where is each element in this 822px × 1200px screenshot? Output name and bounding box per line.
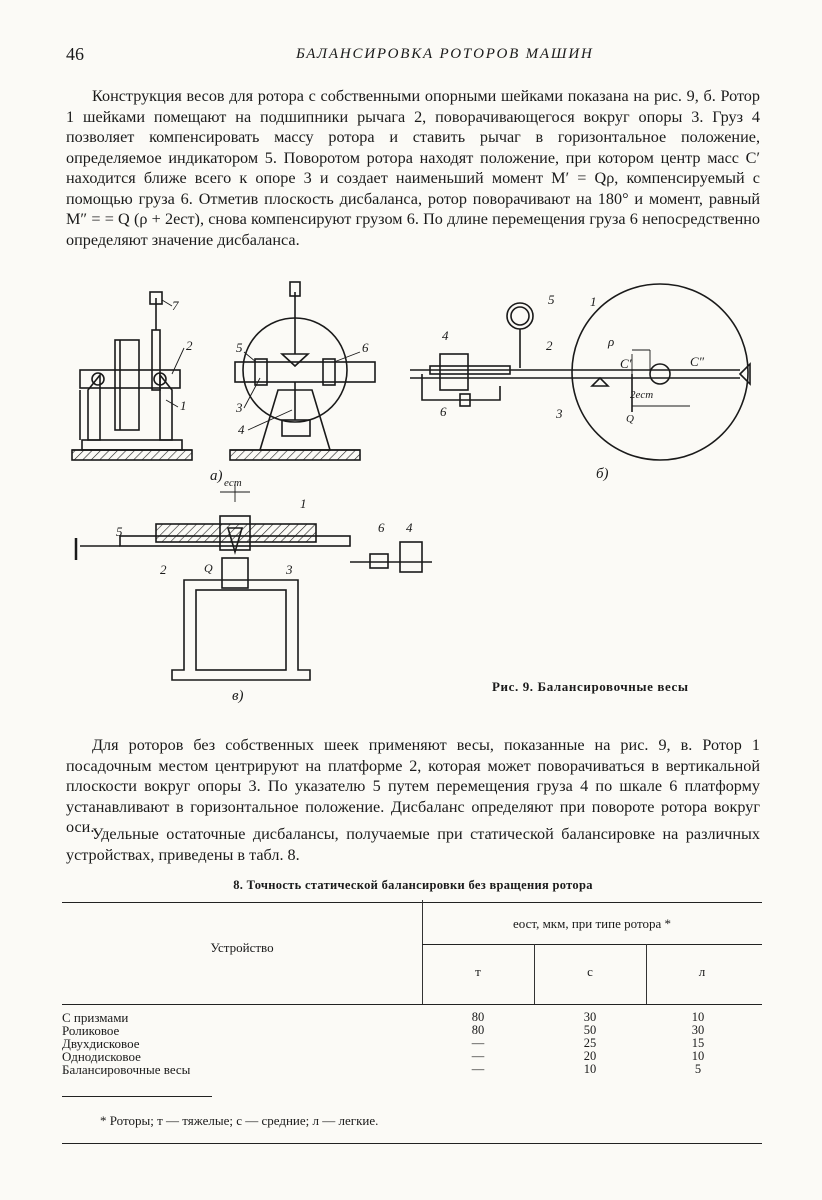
cell-t: — (471, 1062, 485, 1076)
cell-s: 50 (583, 1023, 597, 1037)
header-type-t: т (475, 964, 481, 979)
cell-l: 10 (691, 1010, 705, 1024)
cell-s: 25 (583, 1036, 597, 1050)
table-footnote: * Роторы; т — тяжелые; с — средние; л — легкие. (100, 1113, 379, 1128)
cell-s: 20 (583, 1049, 597, 1063)
subcaption-b: б) (596, 466, 609, 482)
label-c-6: 6 (378, 520, 385, 535)
label-b-c1: C′ (620, 356, 632, 371)
label-b-e: 2eст (630, 389, 654, 401)
cell-l: 10 (691, 1049, 705, 1063)
label-a-5: 5 (236, 340, 243, 355)
diagram-a-left (72, 292, 192, 460)
diagram-c (76, 484, 432, 680)
header-device: Устройство (210, 940, 274, 955)
row-device: Роликовое (62, 1023, 120, 1038)
cell-s: 30 (583, 1010, 597, 1024)
diagram-a-right (230, 282, 375, 460)
row-device: Двухдисковое (62, 1036, 140, 1051)
label-b-2: 2 (546, 338, 553, 353)
figure-9 (60, 270, 760, 704)
cell-s: 10 (583, 1062, 597, 1076)
cell-t: 80 (471, 1010, 485, 1024)
paragraph-scale-design: Конструкция весов для ротора с собственными опорными шейками показана на рис. 9, б. Ротор 1 шейками помещают на подшипники рычага 2, поворачивающегося вокруг опоры 3. Груз 4 позволяет компенсировать массу ротора и ставить рычаг в горизонтальное положение, определяемое индикатором 5. Поворотом ротора находят положение, при котором центр масс C′ находится ближе всего к опоре 3 и создает наименьший момент M′ = Qρ, компенсируемый с помощью груза 6. Отметив плоскость дисбаланса, ротор поворачивают на 180° и момент, равный M″ = = Q (ρ + 2eст), снова компенсируют грузом 6. По длине перемещения груза 6 непосредственно определяют значение дисбаланса. (66, 87, 760, 249)
label-c-3: 3 (286, 562, 293, 577)
label-c-4: 4 (406, 520, 413, 535)
bottom-rule (62, 1143, 762, 1144)
table-top-rule (62, 902, 762, 903)
paragraph-rotor-no-journals: Для роторов без собственных шеек применяют весы, показанные на рис. 9, в. Ротор 1 посадочным местом центрируют на платформе 2, которая может поворачиваться в вертикальной плоскости вокруг опоры 3. По указателю 5 путем перемещения груза 4 по шкале 6 платформу устанавливают в горизонтальное положение. Дисбаланс определяют при повороте ротора вокруг оси. (66, 736, 760, 836)
table-header-rule (62, 1004, 762, 1005)
label-c-5: 5 (116, 524, 123, 539)
label-b-5: 5 (548, 292, 555, 307)
label-a-4: 4 (238, 422, 245, 437)
header-group: eост, мкм, при типе ротора * (513, 916, 671, 931)
table-group-rule (422, 944, 762, 945)
cell-l: 15 (691, 1036, 705, 1050)
label-b-6: 6 (440, 404, 447, 419)
header-type-l: л (698, 964, 706, 979)
figure-caption: Рис. 9. Балансировочные весы (492, 679, 689, 694)
label-b-c2: C″ (690, 354, 705, 369)
label-b-1: 1 (590, 294, 597, 309)
page-header (66, 44, 760, 68)
label-a-7: 7 (172, 298, 179, 313)
label-c-q: Q (204, 561, 213, 575)
label-b-3: 3 (556, 406, 563, 421)
label-a-3: 3 (236, 400, 243, 415)
label-c-2: 2 (160, 562, 167, 577)
label-a-2: 2 (186, 338, 193, 353)
subcaption-a: а) (210, 468, 223, 484)
label-c-1: 1 (300, 496, 307, 511)
header-type-s: с (587, 964, 593, 979)
label-c-e: eст (224, 477, 242, 489)
cell-t: — (471, 1049, 485, 1063)
footnote-rule (62, 1096, 212, 1097)
label-b-rho: ρ (608, 334, 615, 349)
leaders-a (162, 300, 360, 430)
row-device: Балансировочные весы (62, 1062, 191, 1077)
cell-l: 30 (691, 1023, 705, 1037)
subcaption-c: в) (232, 688, 244, 704)
label-a-6: 6 (362, 340, 369, 355)
table-title: 8. Точность статической балансировки без вращения ротора (233, 878, 593, 892)
label-b-4: 4 (442, 328, 449, 343)
running-title: БАЛАНСИРОВКА РОТОРОВ МАШИН (296, 46, 594, 62)
paragraph-table-ref: Удельные остаточные дисбалансы, получаемые при статической балансировке на различных устройствах, приведены в табл. 8. (66, 825, 760, 864)
page-number: 46 (66, 44, 84, 64)
cell-t: — (471, 1036, 485, 1050)
diagram-b (410, 284, 750, 460)
accuracy-table (62, 900, 762, 1100)
label-b-q: Q (626, 413, 634, 425)
figure-drawing (60, 270, 760, 690)
label-a-1: 1 (180, 398, 187, 413)
cell-t: 80 (471, 1023, 485, 1037)
row-device: Однодисковое (62, 1049, 141, 1064)
cell-l: 5 (694, 1062, 702, 1076)
row-device: С призмами (62, 1010, 129, 1025)
